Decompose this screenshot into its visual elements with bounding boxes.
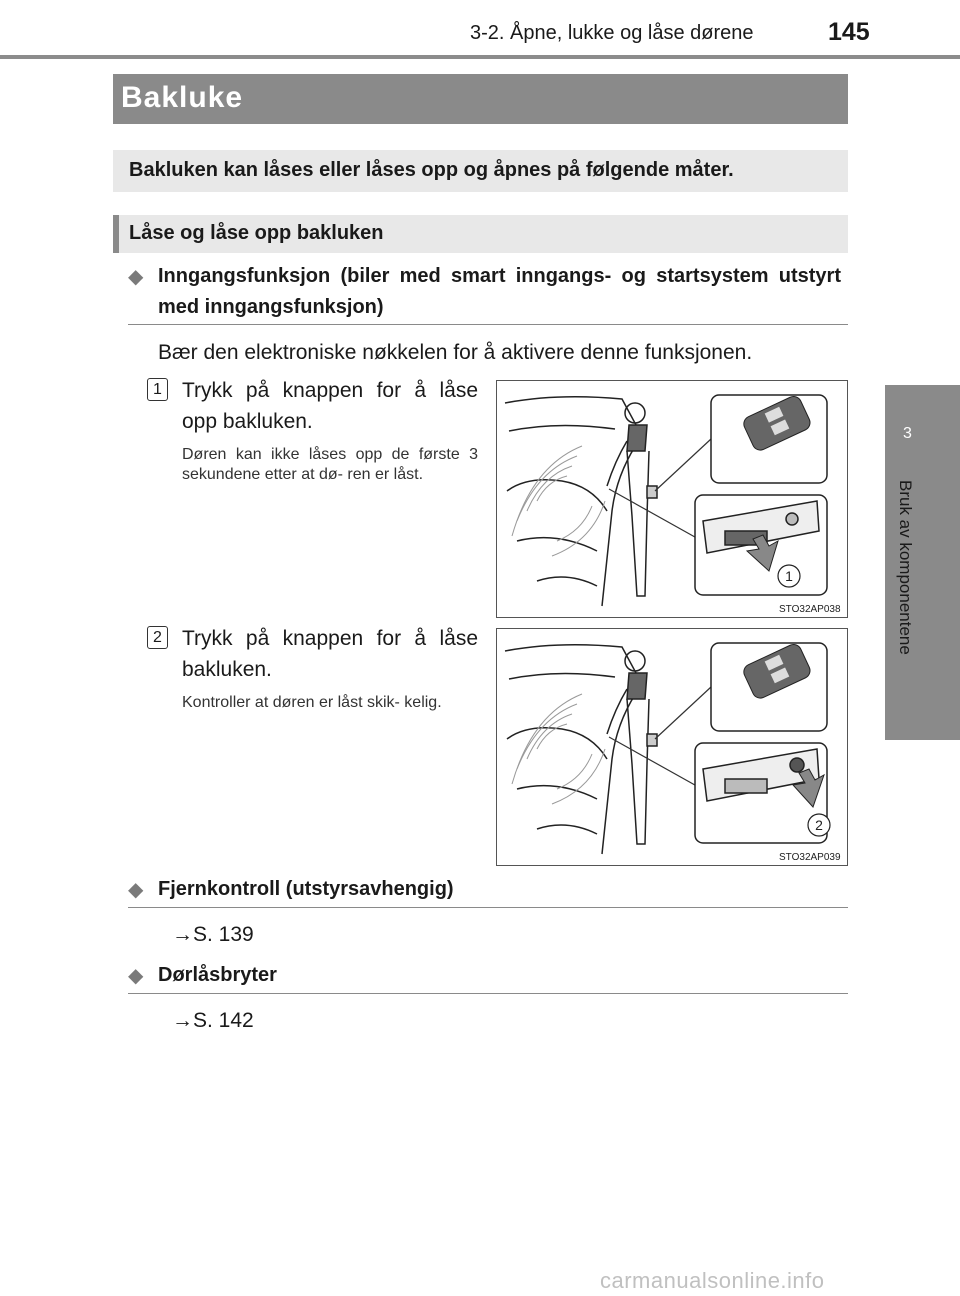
intro-box: [113, 150, 848, 192]
step-note: Kontroller at døren er låst skik- kelig.: [182, 694, 442, 711]
subheading-box: [113, 215, 848, 253]
chapter-label: Bruk av komponentene: [896, 480, 915, 655]
step-text: Trykk på knappen for å låse opp bakluken.: [182, 379, 478, 433]
header-section-title: 3-2. Åpne, lukke og låse dørene: [470, 22, 754, 44]
step-number: 2: [147, 626, 168, 649]
item-title-door-lock-switch: Dørlåsbryter: [158, 964, 277, 986]
figure-code: STO32AP039: [779, 852, 841, 863]
item-body-text: Bær den elektroniske nøkkelen for å aktivere denne funksjonen.: [158, 341, 753, 364]
chapter-number: 3: [903, 425, 912, 442]
diamond-bullet-icon: ◆: [128, 879, 144, 901]
step-note: Døren kan ikke låses opp de første 3 sekundene etter at dø- ren er låst.: [182, 446, 478, 483]
page-number: 145: [828, 18, 870, 46]
page-title: Bakluke: [121, 81, 244, 114]
step-text: Trykk på knappen for å låse bakluken.: [182, 627, 478, 681]
page-title-bar: [113, 74, 848, 124]
car-tailgate-illustration: [497, 629, 847, 865]
diamond-bullet-icon: ◆: [128, 965, 144, 987]
item-rule: [128, 907, 848, 908]
subheading-text: Låse og låse opp bakluken: [129, 222, 384, 244]
step-number: 1: [147, 378, 168, 401]
callout-number: 2: [815, 817, 823, 833]
header-rule: [0, 55, 960, 59]
callout-number: 1: [785, 568, 793, 584]
figure-unlock-illustration: [496, 380, 848, 618]
footer-watermark: carmanualsonline.info: [600, 1268, 825, 1293]
page-reference-link[interactable]: →S. 139: [172, 923, 254, 946]
item-title-remote-control: Fjernkontroll (utstyrsavhengig): [158, 878, 454, 900]
diamond-bullet-icon: ◆: [128, 266, 144, 288]
figure-code: STO32AP038: [779, 604, 841, 615]
item-rule: [128, 993, 848, 994]
page-reference-link[interactable]: →S. 142: [172, 1009, 254, 1032]
item-rule: [128, 324, 848, 325]
car-tailgate-illustration: [497, 381, 847, 617]
item-title-entry-function: Inngangsfunksjon (biler med smart inngangs- og startsystem utstyrt med inngangsfunksjon): [158, 265, 841, 318]
figure-lock-illustration: [496, 628, 848, 866]
intro-text: Bakluken kan låses eller låses opp og åpnes på følgende måter.: [129, 159, 734, 181]
